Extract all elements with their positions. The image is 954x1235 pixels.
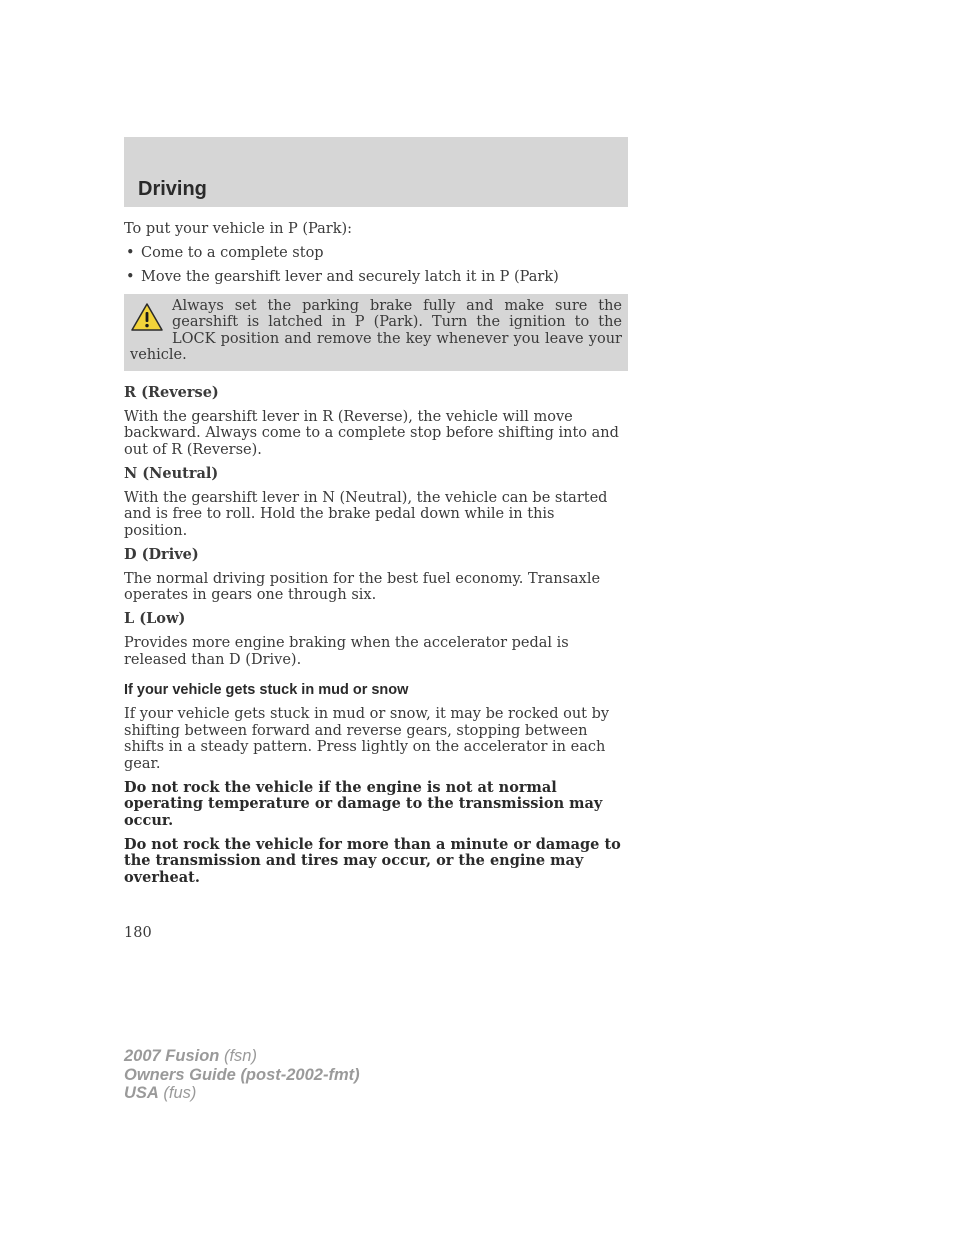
neutral-heading: N (Neutral)	[124, 464, 219, 482]
list-item	[124, 245, 622, 262]
reverse-heading: R (Reverse)	[124, 383, 219, 401]
low-body: Provides more engine braking when the accelerator pedal is released than D (Drive).	[124, 635, 569, 668]
bullet-marker: •	[126, 245, 135, 261]
intro-text: To put your vehicle in P (Park):	[124, 221, 353, 237]
footer-line	[124, 1047, 360, 1066]
document-footer	[124, 1047, 360, 1103]
footer-model-code: (fsn)	[219, 1047, 257, 1065]
warning-text: Always set the parking brake fully and make sure the gearshift is latched in P (Park). Turn the ignition to the LOCK position and remove the key whenever you leave your vehicle.	[130, 297, 622, 363]
stuck-body: If your vehicle gets stuck in mud or snow, it may be rocked out by shifting between forward and reverse gears, stopping between shifts in a steady pattern. Press lightly on the accelerator in each gear.	[124, 706, 610, 772]
footer-line	[124, 1084, 360, 1103]
bullet-marker: •	[126, 269, 135, 285]
caution-text: Do not rock the vehicle if the engine is not at normal operating temperature or damage to the transmission may occur.	[124, 778, 603, 829]
caution-text: Do not rock the vehicle for more than a minute or damage to the transmission and tires may occur, or the engine may overheat.	[124, 835, 621, 886]
park-steps-list	[124, 245, 622, 286]
list-item-text: Move the gearshift lever and securely latch it in P (Park)	[141, 269, 559, 285]
footer-guide: Owners Guide (post-2002-fmt)	[124, 1065, 360, 1084]
page-content	[124, 221, 622, 894]
list-item-text: Come to a complete stop	[141, 245, 324, 261]
drive-body: The normal driving position for the best fuel economy. Transaxle operates in gears one through six.	[124, 570, 601, 603]
footer-market-code: (fus)	[158, 1084, 197, 1102]
low-heading: L (Low)	[124, 610, 186, 627]
page-number: 180	[124, 925, 152, 941]
footer-model: 2007 Fusion	[124, 1047, 220, 1065]
footer-market: USA	[124, 1084, 159, 1102]
footer-line	[124, 1066, 360, 1085]
list-item	[124, 269, 622, 286]
drive-heading: D (Drive)	[124, 545, 199, 563]
section-header-band	[124, 137, 628, 207]
section-title: Driving	[138, 178, 207, 200]
warning-box	[124, 294, 628, 371]
reverse-body: With the gearshift lever in R (Reverse), the vehicle will move backward. Always come to a complete stop before shifting into and out of R (Reverse).	[124, 408, 619, 458]
warning-triangle-icon	[130, 302, 164, 332]
neutral-body: With the gearshift lever in N (Neutral), the vehicle can be started and is free to roll. Hold the brake pedal down while in this position.	[124, 489, 608, 539]
stuck-heading: If your vehicle gets stuck in mud or snow	[124, 682, 409, 698]
